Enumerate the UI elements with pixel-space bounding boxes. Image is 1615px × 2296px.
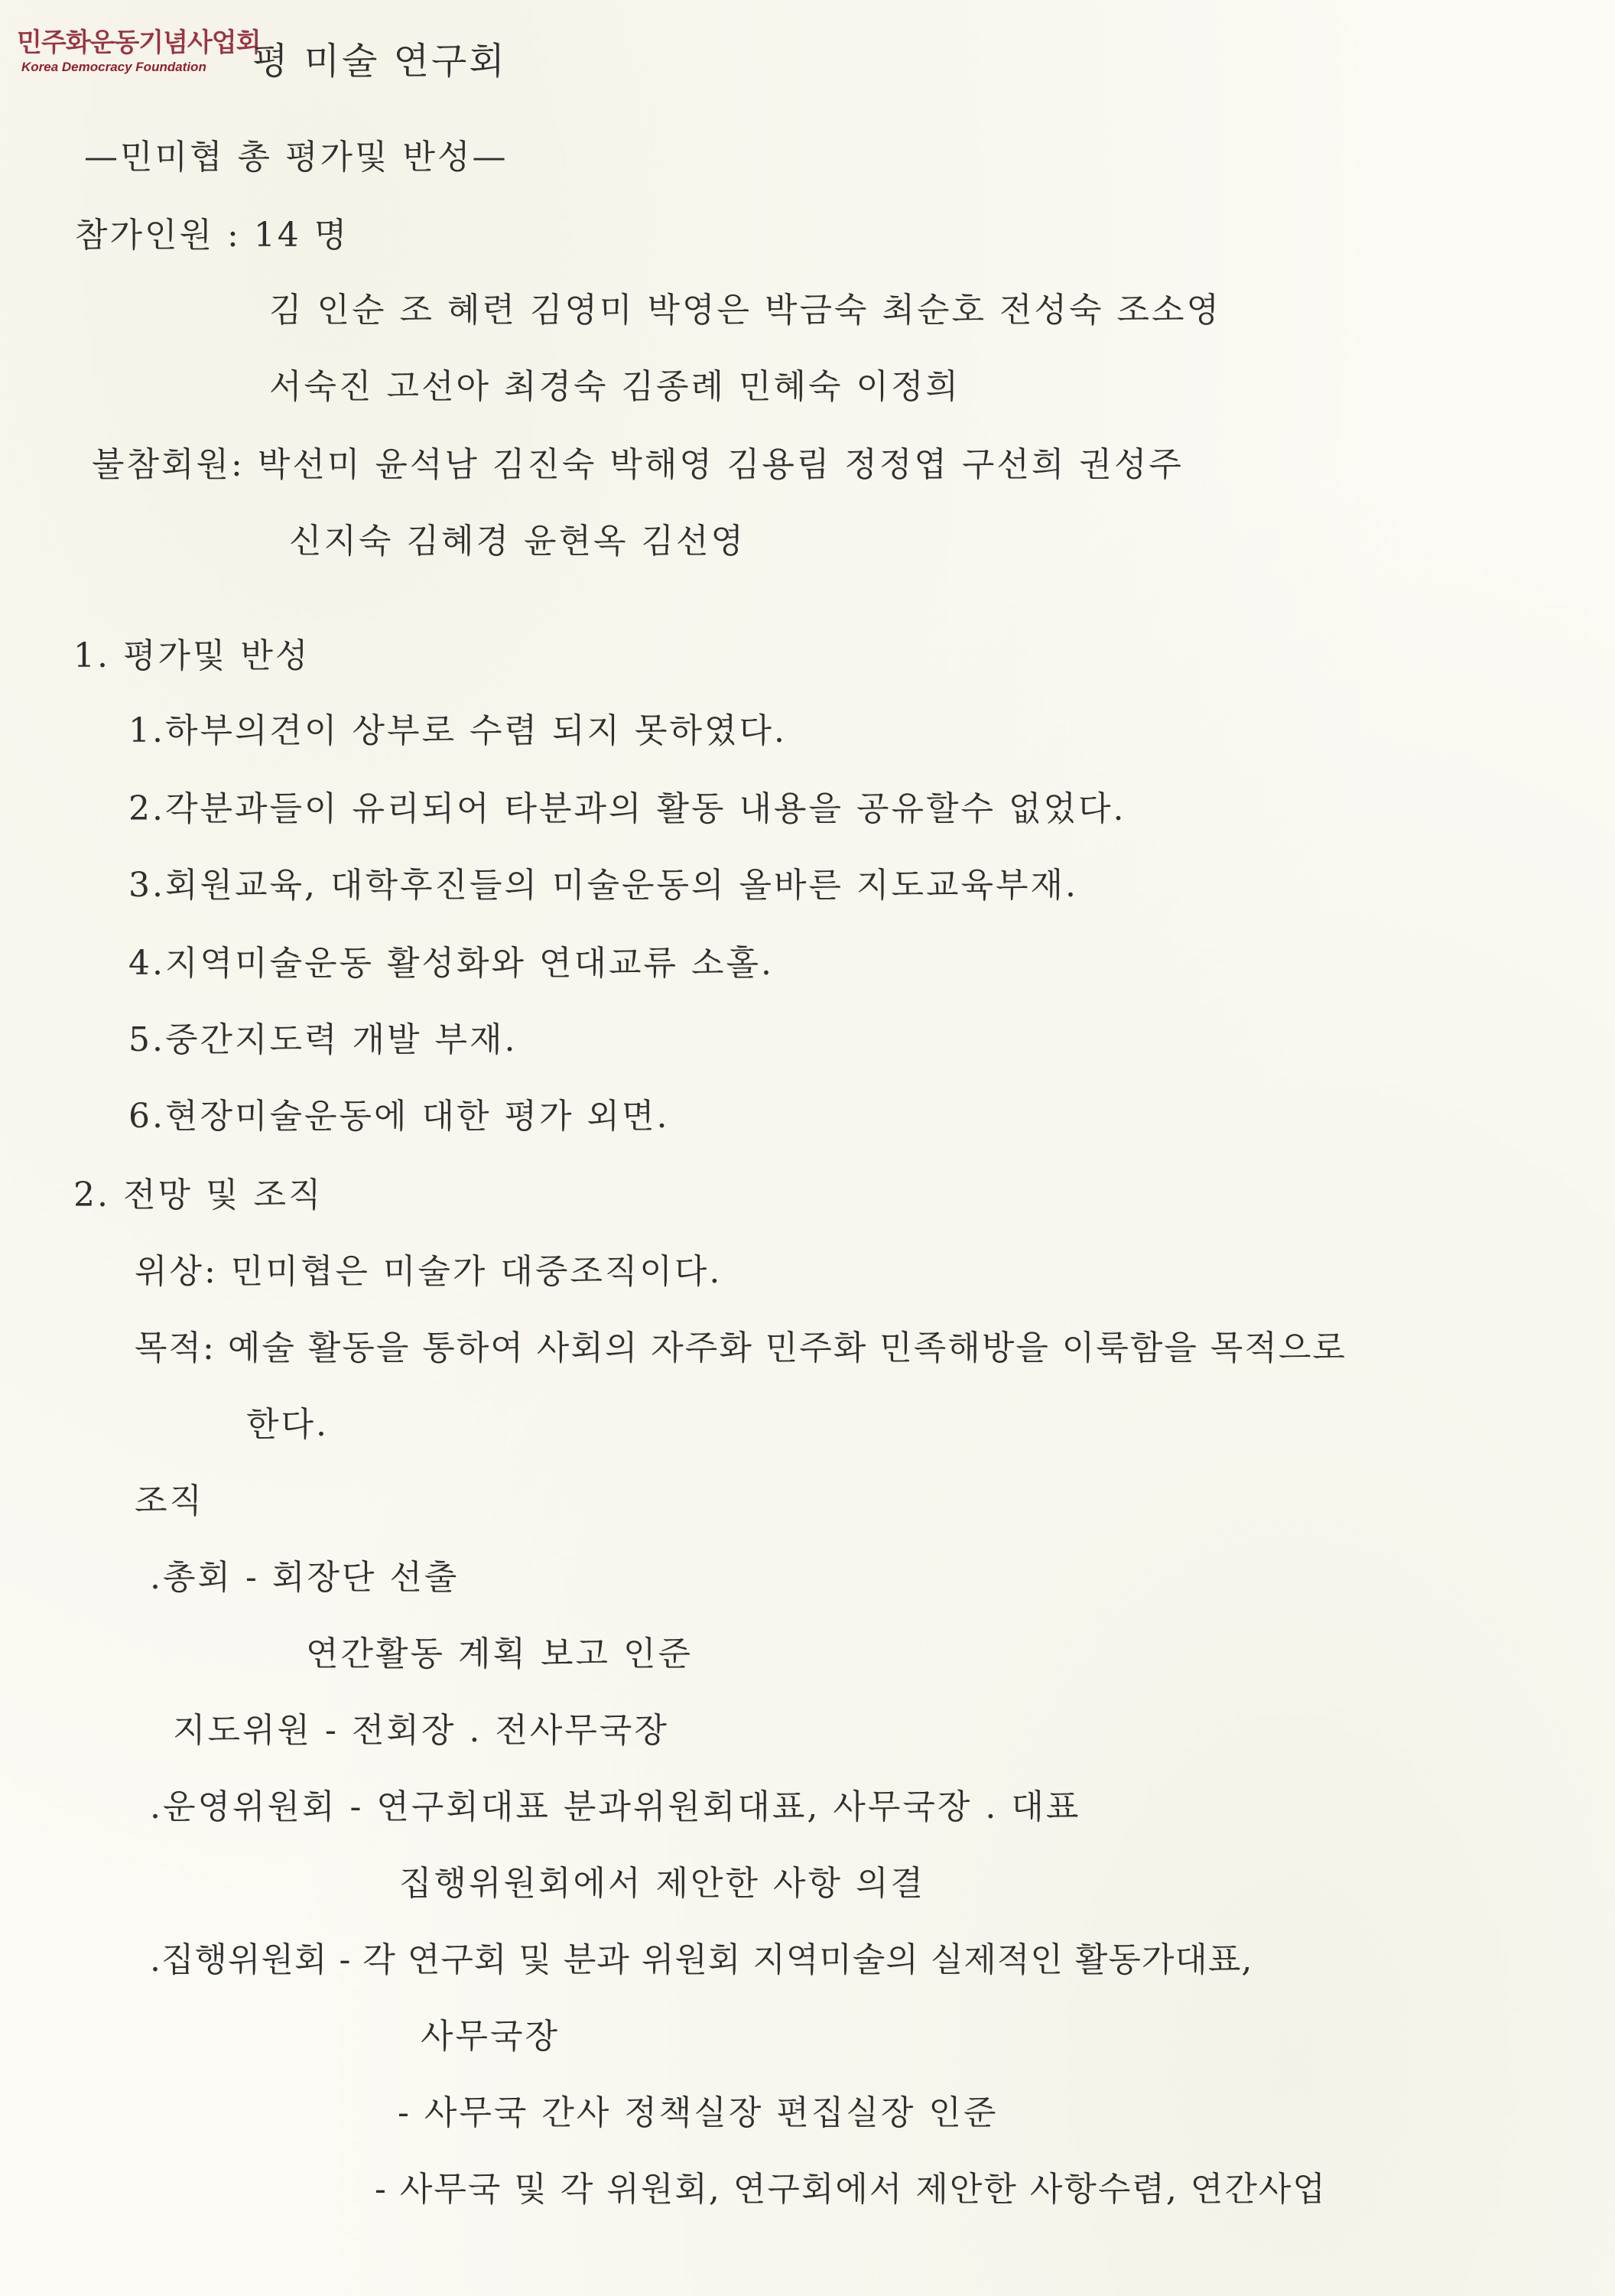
- attendees-line-2: 서숙진 고선아 최경숙 김종례 민혜숙 이정희: [269, 367, 961, 406]
- absent-members-line-1: 불참회원: 박선미 윤석남 김진숙 박해영 김용림 정정엽 구선희 권성주: [92, 445, 1184, 484]
- org-line: - 사무국 및 각 위원회, 연구회에서 제안한 사항수렴, 연간사업: [375, 2170, 1327, 2209]
- section-1-item: 4.지역미술운동 활성화와 연대교류 소홀.: [128, 944, 774, 983]
- section-1-item: 3.회원교육, 대학후진들의 미술운동의 올바른 지도교육부재.: [128, 866, 1078, 905]
- section-1-item: 1.하부의견이 상부로 수렴 되지 못하였다.: [128, 711, 787, 750]
- attendees-line-1: 김 인순 조 혜련 김영미 박영은 박금숙 최순호 전성숙 조소영: [269, 291, 1221, 330]
- section-1-heading: 1. 평가및 반성: [73, 636, 310, 675]
- document-title: 평 미술 연구회: [252, 40, 507, 83]
- section-1-item: 5.중간지도력 개발 부재.: [128, 1020, 518, 1059]
- watermark-english: Korea Democracy Foundation: [21, 60, 206, 74]
- watermark-korean: 민주화운동기념사업회: [17, 28, 261, 58]
- org-line: 연간활동 계획 보고 인준: [306, 1634, 693, 1673]
- organization-heading: 조직: [135, 1481, 205, 1520]
- org-line: 집행위원회에서 제안한 사항 의결: [399, 1864, 926, 1903]
- org-line: 지도위원 - 전회장 . 전사무국장: [173, 1711, 669, 1750]
- attendance-label: 참가인원 : 14 명: [75, 216, 349, 255]
- org-line: .총회 - 회장단 선출: [150, 1558, 460, 1597]
- watermark-logo: [17, 21, 261, 83]
- section-1-item: 6.현장미술운동에 대한 평가 외면.: [128, 1097, 670, 1136]
- org-line: .운영위원회 - 연구회대표 분과위원회대표, 사무국장 . 대표: [150, 1787, 1081, 1826]
- document-subtitle: —민미협 총 평가및 반성—: [84, 138, 509, 177]
- purpose-line-2: 한다.: [246, 1405, 329, 1444]
- org-line: .집행위원회 - 각 연구회 및 분과 위원회 지역미술의 실제적인 활동가대표,: [150, 1940, 1253, 1979]
- org-line: - 사무국 간사 정책실장 편집실장 인준: [398, 2093, 999, 2132]
- section-1-item: 2.각분과들이 유리되어 타분과의 활동 내용을 공유할수 없었다.: [128, 789, 1126, 828]
- section-2-heading: 2. 전망 및 조직: [73, 1176, 323, 1215]
- purpose-line-1: 목적: 예술 활동을 통하여 사회의 자주화 민주화 민족해방을 이룩함을 목적으로: [135, 1328, 1347, 1368]
- org-line: 사무국장: [421, 2017, 561, 2056]
- status-line: 위상: 민미협은 미술가 대중조직이다.: [135, 1252, 723, 1291]
- absent-members-line-2: 신지숙 김혜경 윤현옥 김선영: [289, 522, 746, 561]
